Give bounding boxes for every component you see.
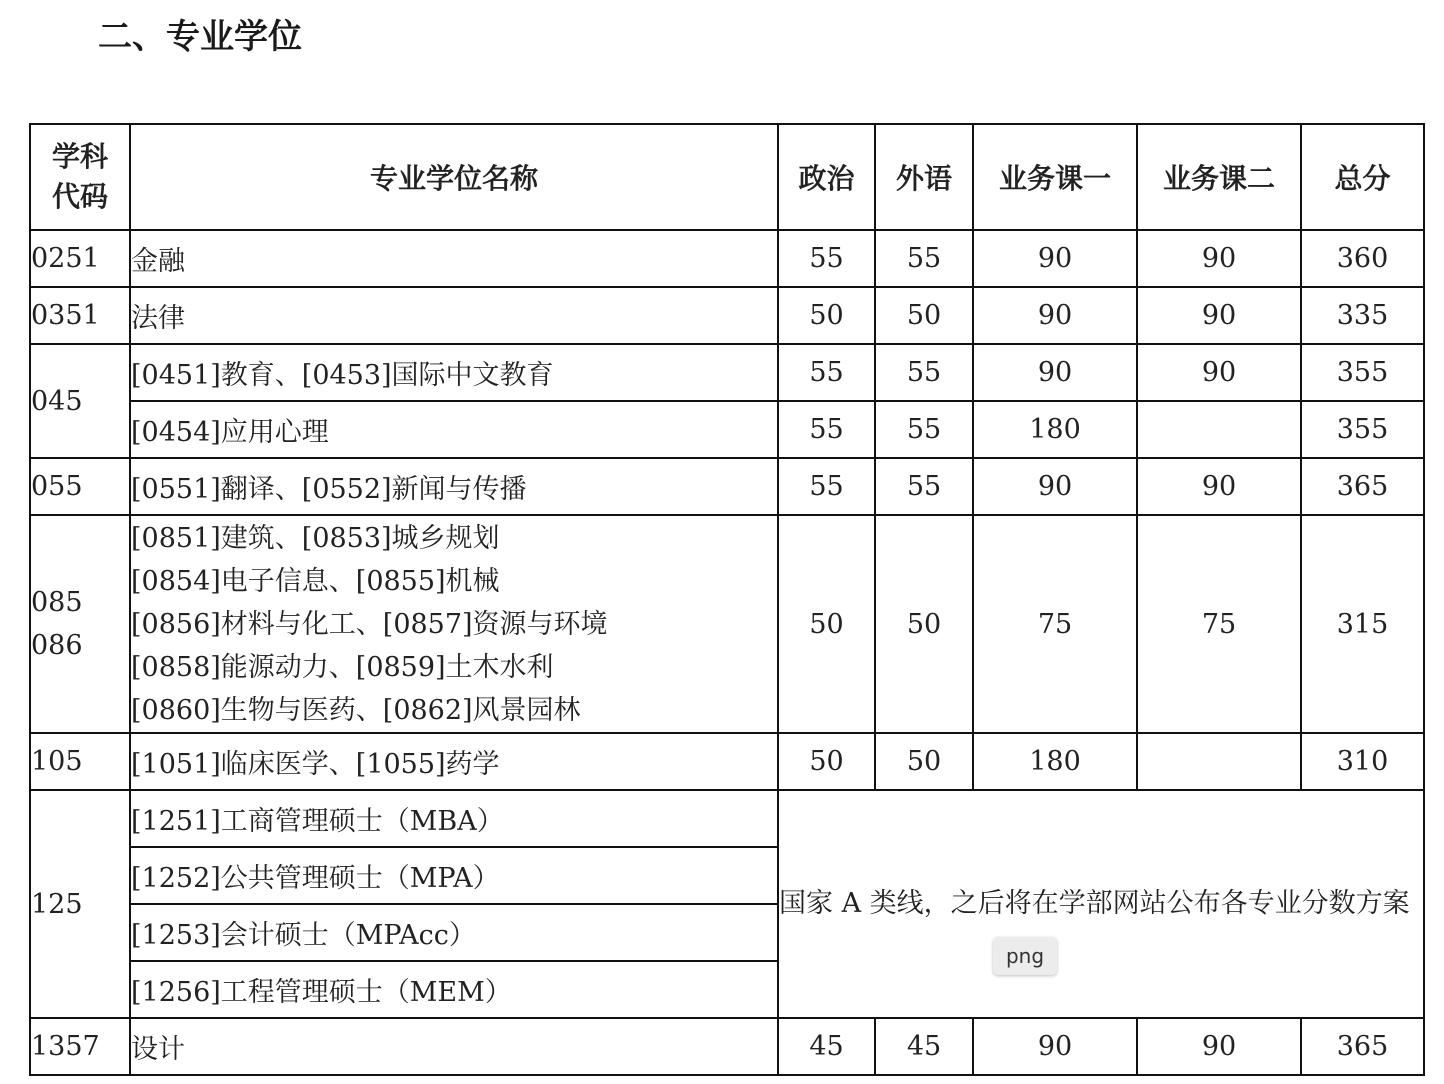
code-cell [30,515,130,733]
name-line: [0854]电子信息、[0855]机械 [131,565,500,597]
table-header-row [30,124,1424,230]
name-line: [0860]生物与医药、[0862]风景园林 [131,694,581,726]
header-code-line2: 代码 [51,180,108,213]
name-cell: 金融 [130,230,778,287]
name-cell: [1252]公共管理硕士（MPA） [130,847,778,904]
section-heading: 二、专业学位 [98,17,302,57]
foreign-cell: 55 [875,230,973,287]
name-cell: 设计 [130,1018,778,1075]
code-line: 085 [31,587,83,618]
foreign-cell: 55 [875,344,973,401]
total-cell: 360 [1301,230,1424,287]
table-row [30,287,1424,344]
name-line: [0856]材料与化工、[0857]资源与环境 [131,608,608,640]
table-row [30,733,1424,790]
table-row [30,230,1424,287]
politics-cell: 55 [778,458,875,515]
total-cell: 315 [1301,515,1424,733]
total-cell: 355 [1301,344,1424,401]
name-cell: [0551]翻译、[0552]新闻与传播 [130,458,778,515]
code-cell: 125 [30,790,130,1018]
table-row [30,458,1424,515]
total-cell: 335 [1301,287,1424,344]
name-cell [130,515,778,733]
name-line: [0858]能源动力、[0859]土木水利 [131,651,554,683]
png-format-badge[interactable]: png [993,937,1057,975]
course2-cell: 75 [1137,515,1301,733]
politics-cell: 50 [778,515,875,733]
course1-cell: 180 [973,733,1137,790]
politics-cell: 50 [778,287,875,344]
header-code [30,124,130,230]
foreign-cell: 50 [875,733,973,790]
foreign-cell: 55 [875,401,973,458]
course2-cell: 90 [1137,287,1301,344]
header-foreign: 外语 [875,124,973,230]
course1-cell: 180 [973,401,1137,458]
course2-cell: 90 [1137,344,1301,401]
name-cell: [1051]临床医学、[1055]药学 [130,733,778,790]
header-course2: 业务课二 [1137,124,1301,230]
politics-cell: 50 [778,733,875,790]
course1-cell: 75 [973,515,1137,733]
table-row [30,344,1424,401]
code-cell: 055 [30,458,130,515]
course2-cell: 90 [1137,1018,1301,1075]
code-cell: 045 [30,344,130,458]
code-cell: 0351 [30,287,130,344]
total-cell: 310 [1301,733,1424,790]
name-cell: [1251]工商管理硕士（MBA） [130,790,778,847]
course2-cell: 90 [1137,230,1301,287]
politics-cell: 45 [778,1018,875,1075]
code-line: 086 [31,630,83,661]
course2-cell [1137,733,1301,790]
politics-cell: 55 [778,230,875,287]
course1-cell: 90 [973,1018,1137,1075]
course2-cell [1137,401,1301,458]
code-cell: 1357 [30,1018,130,1075]
total-cell: 365 [1301,1018,1424,1075]
code-cell: 0251 [30,230,130,287]
course2-cell: 90 [1137,458,1301,515]
total-cell: 355 [1301,401,1424,458]
total-cell: 365 [1301,458,1424,515]
foreign-cell: 50 [875,515,973,733]
name-line: [0851]建筑、[0853]城乡规划 [131,522,500,554]
header-name: 专业学位名称 [130,124,778,230]
name-cell: [0451]教育、[0453]国际中文教育 [130,344,778,401]
course1-cell: 90 [973,458,1137,515]
name-cell: [0454]应用心理 [130,401,778,458]
foreign-cell: 45 [875,1018,973,1075]
code-cell: 105 [30,733,130,790]
header-course1: 业务课一 [973,124,1137,230]
politics-cell: 55 [778,401,875,458]
foreign-cell: 50 [875,287,973,344]
course1-cell: 90 [973,287,1137,344]
table-row [30,1018,1424,1075]
table-row [30,401,1424,458]
table-row [30,790,1424,847]
name-cell: [1253]会计硕士（MPAcc） [130,904,778,961]
course1-cell: 90 [973,230,1137,287]
note-cell: 国家 A 类线，之后将在学部网站公布各专业分数方案 [778,790,1424,1018]
header-politics: 政治 [778,124,875,230]
course1-cell: 90 [973,344,1137,401]
table-row [30,515,1424,733]
foreign-cell: 55 [875,458,973,515]
header-total: 总分 [1301,124,1424,230]
score-table [29,123,1425,1076]
name-cell: 法律 [130,287,778,344]
header-code-line1: 学科 [51,140,108,173]
name-cell: [1256]工程管理硕士（MEM） [130,961,778,1018]
politics-cell: 55 [778,344,875,401]
